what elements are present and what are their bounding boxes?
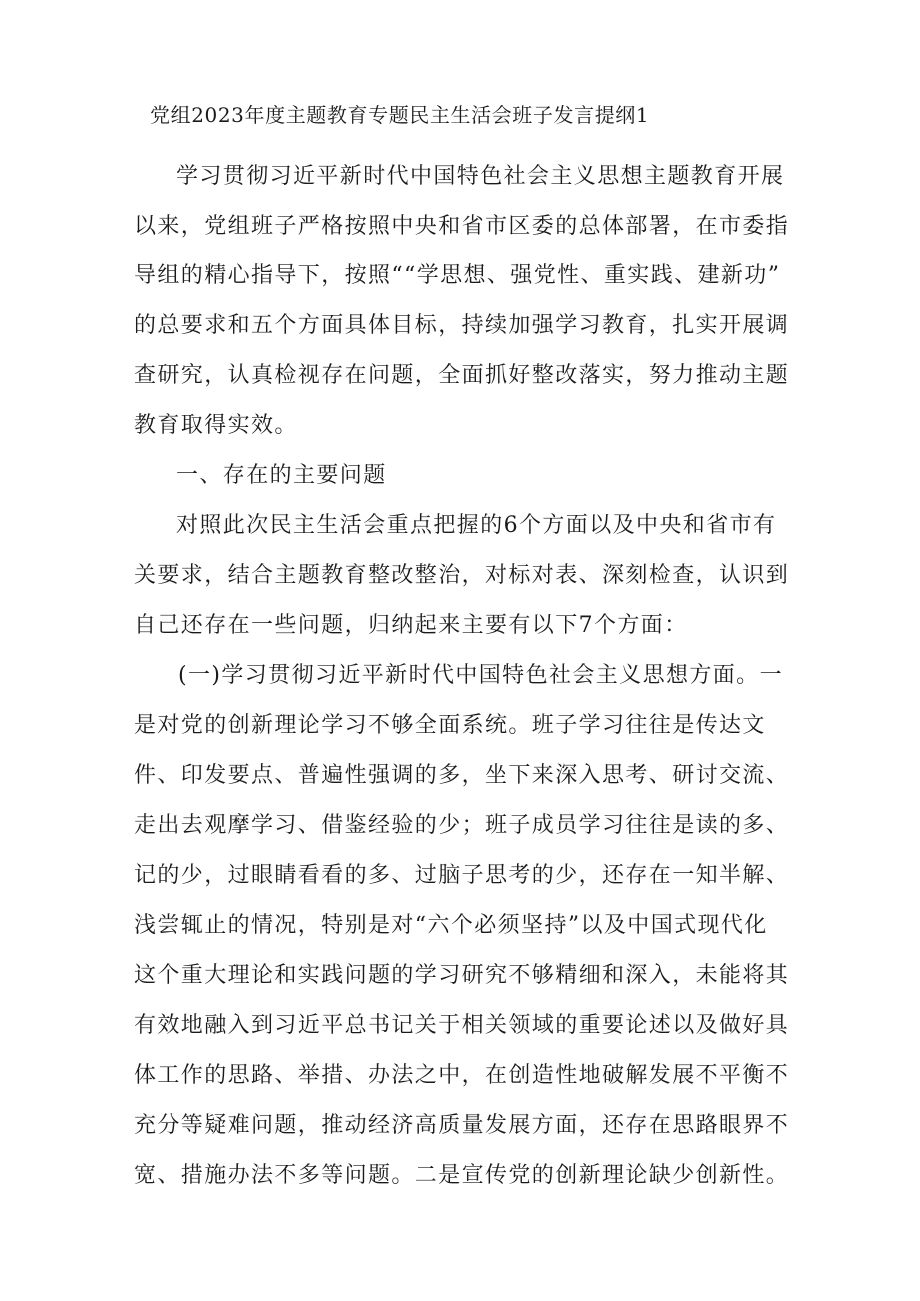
paragraph-line: 关要求，结合主题教育整改整治，对标对表、深刻检查，认识到 [134, 563, 790, 588]
paragraph-line: 导组的精心指导下，按照““学思想、强党性、重实践、建新功” [134, 263, 781, 288]
paragraph-line: 自己还存在一些问题，归纳起来主要有以下7个方面： [134, 613, 688, 638]
paragraph-line: 查研究，认真检视存在问题，全面抓好整改落实，努力推动主题 [134, 363, 790, 388]
paragraph-line: 件、印发要点、普遍性强调的多，坐下来深入思考、研讨交流、 [134, 763, 790, 788]
paragraph-line: 有效地融入到习近平总书记关于相关领域的重要论述以及做好具 [134, 1013, 790, 1038]
paragraph-line: 教育取得实效。 [134, 413, 298, 438]
paragraph-line: 记的少，过眼睛看看的多、过脑子思考的少，还存在一知半解、 [134, 863, 790, 888]
paragraph-line: 体工作的思路、举措、办法之中，在创造性地破解发展不平衡不 [134, 1063, 790, 1088]
paragraph-line: 以来，党组班子严格按照中央和省市区委的总体部署，在市委指 [134, 214, 790, 239]
document-title: 党组2023年度主题教育专题民主生活会班子发言提纲1 [150, 103, 650, 127]
section-heading: 一、存在的主要问题 [176, 463, 387, 488]
paragraph-line: 是对党的创新理论学习不够全面系统。班子学习往往是传达文 [134, 713, 766, 738]
paragraph-line: 浅尝辄止的情况，特别是对“六个必须坚持”以及中国式现代化 [134, 913, 768, 938]
paragraph-line: (一)学习贯彻习近平新时代中国特色社会主义思想方面。一 [178, 663, 783, 688]
paragraph-line: 充分等疑难问题，推动经济高质量发展方面，还存在思路眼界不 [134, 1113, 790, 1138]
paragraph-line: 宽、措施办法不多等问题。二是宣传党的创新理论缺少创新性。 [134, 1163, 790, 1188]
paragraph-line: 的总要求和五个方面具体目标，持续加强学习教育，扎实开展调 [134, 313, 790, 338]
paragraph-line: 对照此次民主生活会重点把握的6个方面以及中央和省市有 [176, 513, 777, 538]
paragraph-line: 这个重大理论和实践问题的学习研究不够精细和深入，未能将其 [134, 963, 790, 988]
paragraph-line: 走出去观摩学习、借鉴经验的少；班子成员学习往往是读的多、 [134, 813, 790, 838]
paragraph-line: 学习贯彻习近平新时代中国特色社会主义思想主题教育开展 [176, 164, 785, 189]
